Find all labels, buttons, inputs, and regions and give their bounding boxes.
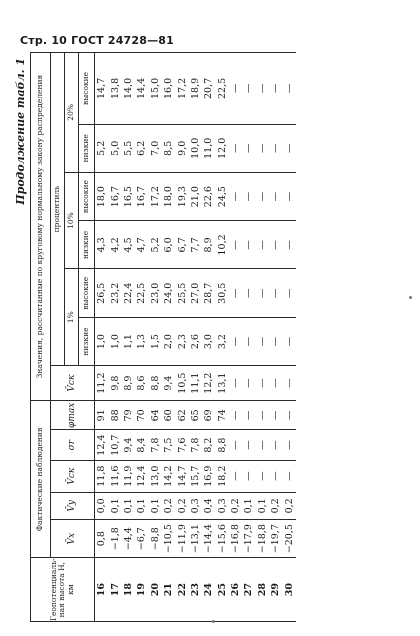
- cell-vx: −15,6: [216, 520, 229, 558]
- table-body: [95, 53, 296, 622]
- cell-p10l: 5,2: [149, 221, 162, 269]
- cell-vsk2: 11,2: [95, 366, 109, 401]
- cell-sr: 7,5: [162, 430, 175, 460]
- cell-p20l: —: [229, 124, 242, 172]
- cell-vy: 0,3: [216, 492, 229, 520]
- cell-p10h: —: [256, 172, 269, 221]
- cell-p1h: 28,7: [202, 269, 215, 318]
- header-p1-high: высокие: [79, 269, 95, 318]
- table-row: [122, 53, 135, 622]
- cell-fmax: 62: [175, 401, 188, 430]
- cell-p1l: —: [242, 318, 255, 366]
- cell-h: 23: [189, 558, 202, 622]
- cell-p1l: 1,0: [95, 318, 109, 366]
- cell-vy: 0,1: [256, 492, 269, 520]
- cell-p20l: —: [282, 124, 295, 172]
- cell-p10h: 16,5: [122, 172, 135, 221]
- cell-p1l: 1,3: [135, 318, 148, 366]
- cell-fmax: 60: [162, 401, 175, 430]
- cell-vx: −6,7: [135, 520, 148, 558]
- cell-vx: −11,9: [175, 520, 188, 558]
- cell-p20h: 22,5: [216, 53, 229, 125]
- cell-vx: 0,8: [95, 520, 109, 558]
- cell-vy: 0,1: [135, 492, 148, 520]
- header-p1: 1%: [65, 269, 79, 366]
- cell-h: 29: [269, 558, 282, 622]
- cell-sr: —: [256, 430, 269, 460]
- cell-vsk2: 9,4: [162, 366, 175, 401]
- cell-vx: −20,5: [282, 520, 295, 558]
- cell-fmax: 79: [122, 401, 135, 430]
- cell-vy: 0,1: [149, 492, 162, 520]
- cell-p10h: 16,7: [108, 172, 121, 221]
- table-row: [242, 53, 255, 622]
- cell-vsk: 14,2: [162, 460, 175, 492]
- cell-h: 20: [149, 558, 162, 622]
- cell-p20h: 13,8: [108, 53, 121, 125]
- cell-fmax: —: [242, 401, 255, 430]
- header-observed: Фактические наблюдения: [31, 401, 51, 558]
- cell-p1l: 1,5: [149, 318, 162, 366]
- cell-vsk: 15,7: [189, 460, 202, 492]
- cell-p20h: 15,0: [149, 53, 162, 125]
- cell-p10l: 4,5: [122, 221, 135, 269]
- cell-p20h: 14,0: [122, 53, 135, 125]
- cell-p10l: 8,9: [202, 221, 215, 269]
- cell-p1h: 26,5: [95, 269, 109, 318]
- table-row: [162, 53, 175, 622]
- cell-p1h: —: [229, 269, 242, 318]
- cell-vx: −16,8: [229, 520, 242, 558]
- header-p10: 10%: [65, 172, 79, 269]
- header-p20: 20%: [65, 53, 79, 173]
- cell-p20l: 6,2: [135, 124, 148, 172]
- rotated-table-block: [14, 52, 409, 622]
- cell-p20h: 16,0: [162, 53, 175, 125]
- cell-sr: 10,7: [108, 430, 121, 460]
- cell-p10h: —: [229, 172, 242, 221]
- cell-vsk: 14,7: [175, 460, 188, 492]
- cell-vy: 0,2: [229, 492, 242, 520]
- cell-vsk: 18,2: [216, 460, 229, 492]
- cell-sr: 9,4: [122, 430, 135, 460]
- cell-p20l: 7,0: [149, 124, 162, 172]
- table-row: [282, 53, 295, 622]
- table-row: [149, 53, 162, 622]
- cell-p20l: 9,0: [175, 124, 188, 172]
- cell-vsk2: —: [256, 366, 269, 401]
- cell-p10h: 16,7: [135, 172, 148, 221]
- cell-p1l: —: [229, 318, 242, 366]
- cell-h: 27: [242, 558, 255, 622]
- cell-sr: 7,8: [189, 430, 202, 460]
- cell-sr: —: [242, 430, 255, 460]
- cell-vsk2: 9,8: [108, 366, 121, 401]
- cell-vy: 0,0: [95, 492, 109, 520]
- cell-p20l: 12,0: [216, 124, 229, 172]
- cell-p10l: —: [229, 221, 242, 269]
- cell-p1h: 22,5: [135, 269, 148, 318]
- cell-p1l: 2,3: [175, 318, 188, 366]
- table-row: [135, 53, 148, 622]
- cell-p20h: —: [242, 53, 255, 125]
- cell-p20h: 14,7: [95, 53, 109, 125]
- cell-vsk2: 8,9: [122, 366, 135, 401]
- cell-vsk2: —: [269, 366, 282, 401]
- cell-vy: 0,1: [108, 492, 121, 520]
- scan-speck: [212, 620, 215, 623]
- cell-vsk2: —: [229, 366, 242, 401]
- cell-vy: 0,1: [242, 492, 255, 520]
- cell-h: 26: [229, 558, 242, 622]
- cell-vx: −10,5: [162, 520, 175, 558]
- cell-p20l: 5,2: [95, 124, 109, 172]
- cell-p1h: 27,0: [189, 269, 202, 318]
- cell-h: 22: [175, 558, 188, 622]
- cell-p10h: —: [269, 172, 282, 221]
- cell-p1l: 3,2: [216, 318, 229, 366]
- cell-vsk: 16,9: [202, 460, 215, 492]
- cell-p1l: 3,0: [202, 318, 215, 366]
- cell-p1h: 23,0: [149, 269, 162, 318]
- cell-h: 21: [162, 558, 175, 622]
- cell-p20l: 8,5: [162, 124, 175, 172]
- cell-p1h: —: [282, 269, 295, 318]
- cell-sr: —: [269, 430, 282, 460]
- cell-p1h: —: [256, 269, 269, 318]
- table-row: [95, 53, 109, 622]
- cell-vy: 0,4: [202, 492, 215, 520]
- cell-p20h: 14,4: [135, 53, 148, 125]
- table-continuation-title: Продолжение табл. 1: [14, 58, 27, 205]
- cell-p1l: —: [269, 318, 282, 366]
- cell-p10l: 4,7: [135, 221, 148, 269]
- cell-vsk: —: [242, 460, 255, 492]
- page-header: Стр. 10 ГОСТ 24728—81: [20, 34, 175, 47]
- cell-p10h: 18,0: [95, 172, 109, 221]
- cell-p1h: —: [269, 269, 282, 318]
- cell-p10l: 7,7: [189, 221, 202, 269]
- cell-sr: 8,8: [216, 430, 229, 460]
- cell-sr: —: [229, 430, 242, 460]
- cell-fmax: 70: [135, 401, 148, 430]
- cell-vx: −14,4: [202, 520, 215, 558]
- cell-p1l: 1,0: [108, 318, 121, 366]
- cell-p10h: —: [242, 172, 255, 221]
- cell-fmax: —: [282, 401, 295, 430]
- cell-vsk: —: [256, 460, 269, 492]
- cell-fmax: 69: [202, 401, 215, 430]
- cell-fmax: 65: [189, 401, 202, 430]
- cell-sr: 8,2: [202, 430, 215, 460]
- cell-p10l: 6,7: [175, 221, 188, 269]
- header-p10-low: низкие: [79, 221, 95, 269]
- cell-h: 19: [135, 558, 148, 622]
- table-row: [269, 53, 282, 622]
- cell-vy: 0,3: [189, 492, 202, 520]
- table-row: [108, 53, 121, 622]
- cell-p1l: —: [282, 318, 295, 366]
- cell-vsk2: 8,6: [135, 366, 148, 401]
- header-vsk: V̄ск: [51, 460, 95, 492]
- table-row: [216, 53, 229, 622]
- cell-vy: 0,2: [282, 492, 295, 520]
- header-p20-low: низкие: [79, 124, 95, 172]
- header-phi-max: φmax: [51, 401, 95, 430]
- cell-vx: −1,8: [108, 520, 121, 558]
- cell-p20l: 11,0: [202, 124, 215, 172]
- cell-p20h: —: [282, 53, 295, 125]
- header-p1-low: низкие: [79, 318, 95, 366]
- cell-p20h: 17,2: [175, 53, 188, 125]
- cell-vy: 0,2: [175, 492, 188, 520]
- cell-h: 16: [95, 558, 109, 622]
- table-row: [256, 53, 269, 622]
- cell-h: 17: [108, 558, 121, 622]
- cell-p10h: 19,3: [175, 172, 188, 221]
- cell-vx: −19,7: [269, 520, 282, 558]
- cell-vsk: —: [282, 460, 295, 492]
- cell-vy: 0,2: [269, 492, 282, 520]
- cell-p1h: —: [242, 269, 255, 318]
- header-percentiles: процентиль: [51, 53, 65, 366]
- cell-p10h: 18,0: [162, 172, 175, 221]
- cell-p20l: 5,5: [122, 124, 135, 172]
- data-table: [30, 52, 296, 622]
- header-vy: V̄y: [51, 492, 95, 520]
- cell-p10l: 10,2: [216, 221, 229, 269]
- cell-vsk2: —: [242, 366, 255, 401]
- cell-vsk: 11,6: [108, 460, 121, 492]
- cell-vsk: —: [229, 460, 242, 492]
- cell-p1h: 23,2: [108, 269, 121, 318]
- header-sigma-r: σr: [51, 430, 95, 460]
- cell-vsk2: 10,5: [175, 366, 188, 401]
- cell-vy: 0,1: [122, 492, 135, 520]
- table-row: [202, 53, 215, 622]
- cell-p1h: 30,5: [216, 269, 229, 318]
- header-p10-high: высокие: [79, 172, 95, 221]
- cell-fmax: 91: [95, 401, 109, 430]
- cell-sr: 8,4: [135, 430, 148, 460]
- cell-p1l: —: [256, 318, 269, 366]
- cell-p10h: 21,0: [189, 172, 202, 221]
- cell-h: 30: [282, 558, 295, 622]
- cell-vsk2: 11,1: [189, 366, 202, 401]
- cell-fmax: —: [229, 401, 242, 430]
- cell-fmax: 88: [108, 401, 121, 430]
- cell-vx: −8,8: [149, 520, 162, 558]
- cell-fmax: —: [269, 401, 282, 430]
- cell-p10l: —: [282, 221, 295, 269]
- cell-p1h: 25,5: [175, 269, 188, 318]
- cell-h: 28: [256, 558, 269, 622]
- cell-p10l: 4,3: [95, 221, 109, 269]
- cell-p10l: —: [256, 221, 269, 269]
- scan-speck: [409, 296, 412, 299]
- cell-h: 18: [122, 558, 135, 622]
- cell-vsk2: 13,1: [216, 366, 229, 401]
- cell-p10l: —: [242, 221, 255, 269]
- cell-h: 24: [202, 558, 215, 622]
- cell-vsk: 11,9: [122, 460, 135, 492]
- header-height: Геопотенциаль-ная высота Н, км: [31, 558, 95, 622]
- cell-vsk: 11,8: [95, 460, 109, 492]
- cell-p20l: 5,0: [108, 124, 121, 172]
- cell-vy: 0,2: [162, 492, 175, 520]
- cell-p1l: 2,0: [162, 318, 175, 366]
- cell-p10l: 6,0: [162, 221, 175, 269]
- cell-p1h: 22,4: [122, 269, 135, 318]
- cell-sr: —: [282, 430, 295, 460]
- table-row: [189, 53, 202, 622]
- header-vsk-computed: V̄ск: [51, 366, 95, 401]
- cell-p10l: —: [269, 221, 282, 269]
- cell-vx: −18,8: [256, 520, 269, 558]
- table-row: [229, 53, 242, 622]
- cell-fmax: 64: [149, 401, 162, 430]
- cell-vsk2: —: [282, 366, 295, 401]
- cell-p10h: —: [282, 172, 295, 221]
- cell-p1h: 24,0: [162, 269, 175, 318]
- cell-sr: 7,6: [175, 430, 188, 460]
- cell-p20h: 20,7: [202, 53, 215, 125]
- cell-vsk2: 12,2: [202, 366, 215, 401]
- cell-vsk: —: [269, 460, 282, 492]
- cell-vsk: 13,0: [149, 460, 162, 492]
- cell-vx: −4,4: [122, 520, 135, 558]
- cell-vsk2: 8,8: [149, 366, 162, 401]
- header-p20-high: высокие: [79, 53, 95, 125]
- cell-vsk: 12,4: [135, 460, 148, 492]
- cell-p10h: 24,5: [216, 172, 229, 221]
- cell-sr: 7,8: [149, 430, 162, 460]
- header-vx: V̄x: [51, 520, 95, 558]
- cell-p20l: —: [242, 124, 255, 172]
- cell-p10h: 22,6: [202, 172, 215, 221]
- cell-p20h: —: [256, 53, 269, 125]
- cell-p1l: 2,6: [189, 318, 202, 366]
- cell-fmax: —: [256, 401, 269, 430]
- header-computed: Значения, рассчитанные по круговому нормальному закону распределения: [31, 53, 51, 401]
- cell-p10l: 4,2: [108, 221, 121, 269]
- cell-p20l: —: [256, 124, 269, 172]
- cell-p10h: 17,2: [149, 172, 162, 221]
- cell-p20h: —: [269, 53, 282, 125]
- cell-p1l: 1,1: [122, 318, 135, 366]
- cell-sr: 12,4: [95, 430, 109, 460]
- cell-h: 25: [216, 558, 229, 622]
- cell-vx: −13,1: [189, 520, 202, 558]
- cell-p20h: 18,9: [189, 53, 202, 125]
- cell-p20h: —: [229, 53, 242, 125]
- cell-fmax: 74: [216, 401, 229, 430]
- table-row: [175, 53, 188, 622]
- cell-p20l: 10,0: [189, 124, 202, 172]
- cell-vx: −17,9: [242, 520, 255, 558]
- cell-p20l: —: [269, 124, 282, 172]
